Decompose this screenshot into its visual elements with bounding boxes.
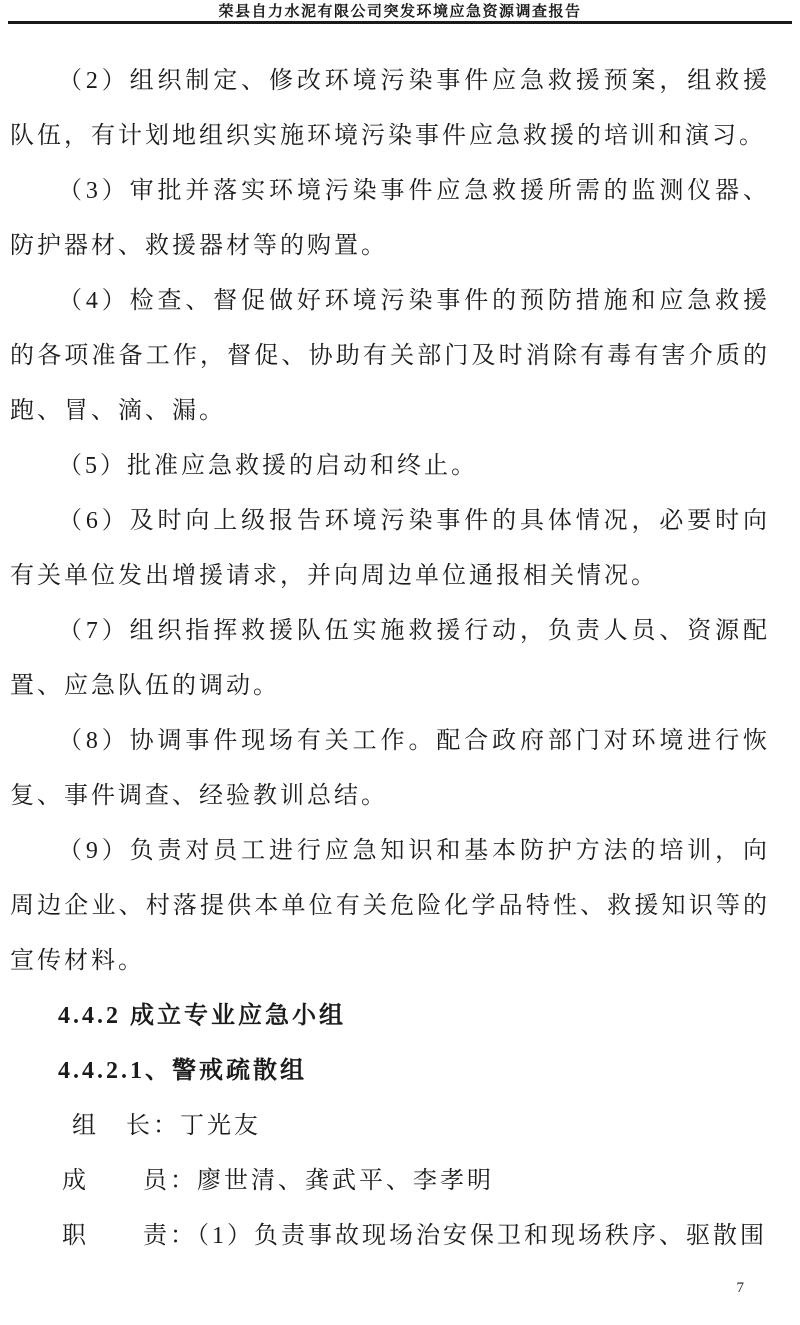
subsection-heading-4421: 4.4.2.1、警戒疏散组: [58, 1058, 307, 1084]
paragraph-5: （5）批准应急救援的启动和终止。: [58, 453, 478, 479]
paragraph-4: （4）检查、督促做好环境污染事件的预防措施和应急救援的各项准备工作，督促、协助有关部门及时消除有毒有害介质的跑、冒、滴、漏。: [10, 288, 770, 424]
paragraph-2: （2）组织制定、修改环境污染事件应急救援预案，组救援队伍，有计划地组织实施环境污染事件应急救援的培训和演习。: [10, 68, 770, 149]
page-footer: [737, 1278, 745, 1298]
document-body: [10, 54, 770, 1264]
page-header: [8, 0, 792, 24]
page-number: 7: [736, 1280, 744, 1296]
paragraph-7: （7）组织指挥救援队伍实施救援行动，负责人员、资源配置、应急队伍的调动。: [10, 618, 770, 699]
role-line-group-leader: 组 长：丁光友: [72, 1113, 261, 1139]
section-heading-442: 4.4.2 成立专业应急小组: [58, 1003, 346, 1029]
role-line-duties: 职 责：（1）负责事故现场治安保卫和现场秩序、驱散围: [62, 1223, 767, 1249]
role-line-members: 成 员：廖世清、龚武平、李孝明: [62, 1168, 494, 1194]
paragraph-8: （8）协调事件现场有关工作。配合政府部门对环境进行恢复、事件调查、经验教训总结。: [10, 728, 770, 809]
paragraph-6: （6）及时向上级报告环境污染事件的具体情况，必要时向有关单位发出增援请求，并向周边单位通报相关情况。: [10, 508, 770, 589]
paragraph-3: （3）审批并落实环境污染事件应急救援所需的监测仪器、防护器材、救援器材等的购置。: [10, 178, 770, 259]
paragraph-9: （9）负责对员工进行应急知识和基本防护方法的培训，向周边企业、村落提供本单位有关危险化学品特性、救援知识等的宣传材料。: [10, 838, 770, 974]
header-title: 荣县自力水泥有限公司突发环境应急资源调查报告: [218, 4, 582, 20]
